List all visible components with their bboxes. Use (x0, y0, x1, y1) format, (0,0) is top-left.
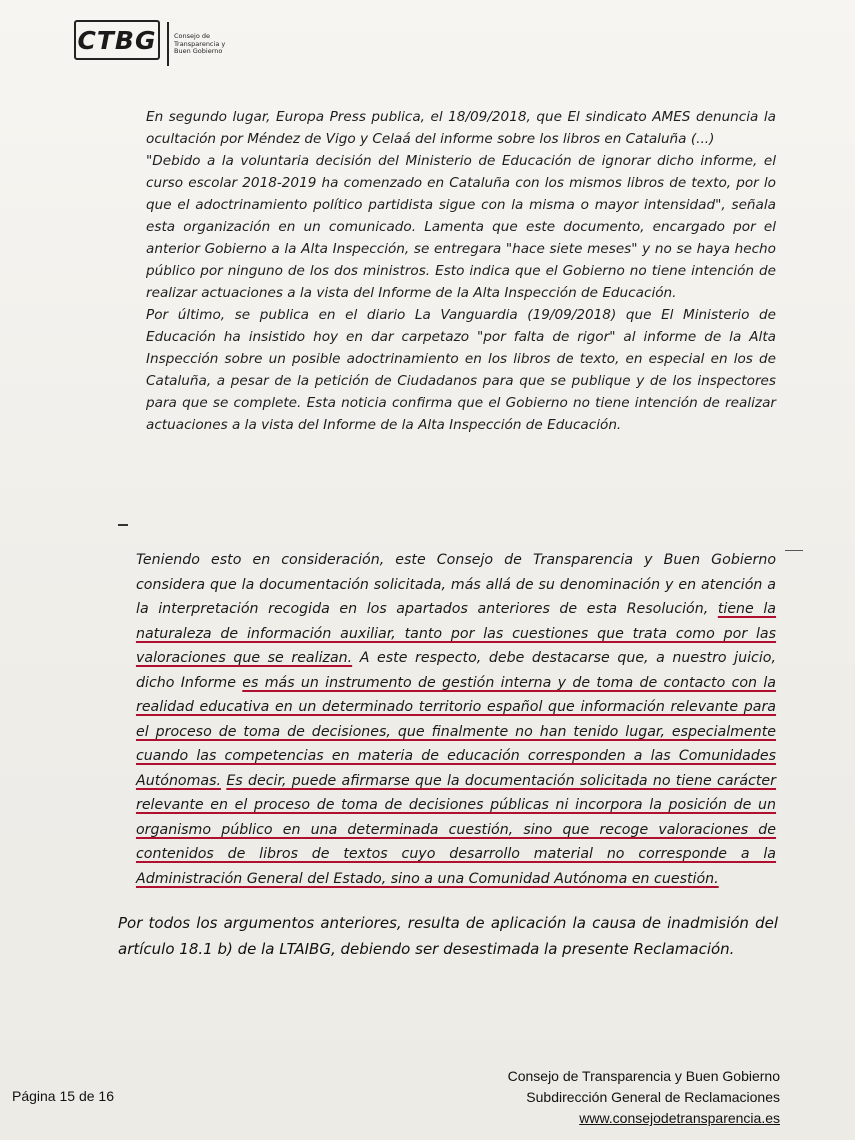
underlined-passage: es más un instrumento de gestión interna y de toma de contacto con la realidad educativa en un determinado territorio español que información relevante para el proceso de toma de decisiones, que finalmente no han tenido lugar, especialmente cuando las competencias en materia de educación corresponden a las Comunidades Autónomas. (136, 674, 776, 789)
logo-divider (167, 22, 169, 66)
margin-mark (118, 524, 128, 526)
page-number: Página 15 de 16 (12, 1088, 114, 1104)
footer-department: Subdirección General de Reclamaciones (526, 1089, 780, 1105)
footer-address (508, 1066, 780, 1129)
main-text: A este respecto, debe destacarse que, a nuestro juicio, dicho Informe (136, 650, 776, 691)
paragraph-vanguardia: Por último, se publica en el diario La Vanguardia (19/09/2018) que El Ministerio de Educación ha insistido hoy en dar carpetazo "por falta de rigor" al informe de la Alta Inspección sobre un posible adoctrinamiento en los libros de texto, en especial en los de Cataluña, a pesar de la petición de Ciudadanos para que se publique y de los inspectores para que se complete. Esta noticia confirma que el Gobierno no tiene intención de realizar actuaciones a la vista del Informe de la Alta Inspección de Educación. (146, 307, 776, 433)
quoted-section (146, 106, 776, 436)
main-argument (136, 548, 776, 891)
main-paragraph (136, 548, 776, 891)
logo-line: Buen Gobierno (174, 47, 223, 55)
underlined-passage: Es decir, puede afirmarse que la documentación solicitada no tiene carácter relevante en el proceso de toma de decisiones públicas ni incorpora la posición de un organismo público en una determinada cuestión, sino que recoge valoraciones de contenidos de libros de textos cuyo desarrollo material no corresponde a la Administración General del Estado, sino a una Comunidad Autónoma en cuestión. (136, 772, 776, 887)
underlined-passage: tiene la naturaleza de información auxiliar, tanto por las cuestiones que trata como por las valoraciones que se realizan. (136, 601, 776, 666)
logo-line: Transparencia y (174, 39, 226, 48)
footer-website-link[interactable]: www.consejodetransparencia.es (579, 1110, 780, 1126)
footer-org: Consejo de Transparencia y Buen Gobierno (507, 1068, 780, 1084)
conclusion-paragraph: Por todos los argumentos anteriores, resulta de aplicación la causa de inadmisión del artículo 18.1 b) de la LTAIBG, debiendo ser desestimada la presente Reclamación. (118, 914, 778, 958)
logo-caption (174, 33, 225, 56)
paragraph-europa-press: En segundo lugar, Europa Press publica, el 18/09/2018, que El sindicato AMES denuncia la ocultación por Méndez de Vigo y Celaá del informe sobre los libros en Cataluña (...) (146, 109, 776, 147)
ctbg-logo (70, 16, 235, 68)
paragraph-quote: "Debido a la voluntaria decisión del Ministerio de Educación de ignorar dicho informe, el curso escolar 2018-2019 ha comenzado en Cataluña con los mismos libros de texto, por lo que el adoctrinamiento político partidista sigue con la misma o mayor intensidad", señala esta organización en un comunicado. Lamenta que este documento, encargado por el anterior Gobierno a la Alta Inspección, se entregara "hace siete meses" y no se haya hecho público por ninguno de los dos ministros. Esto indica que el Gobierno no tiene intención de realizar actuaciones a la vista del Informe de la Alta Inspección de Educación. (146, 153, 776, 301)
logo-line: Consejo de (174, 32, 210, 40)
conclusion (118, 910, 778, 962)
margin-mark (785, 550, 803, 551)
logo-mark: CTBG (74, 20, 160, 60)
main-intro: Teniendo esto en consideración, este Consejo de Transparencia y Buen Gobierno considera que la documentación solicitada, más allá de su denominación y en atención a la interpretación recogida en los apartados anteriores de esta Resolución, (136, 552, 776, 617)
